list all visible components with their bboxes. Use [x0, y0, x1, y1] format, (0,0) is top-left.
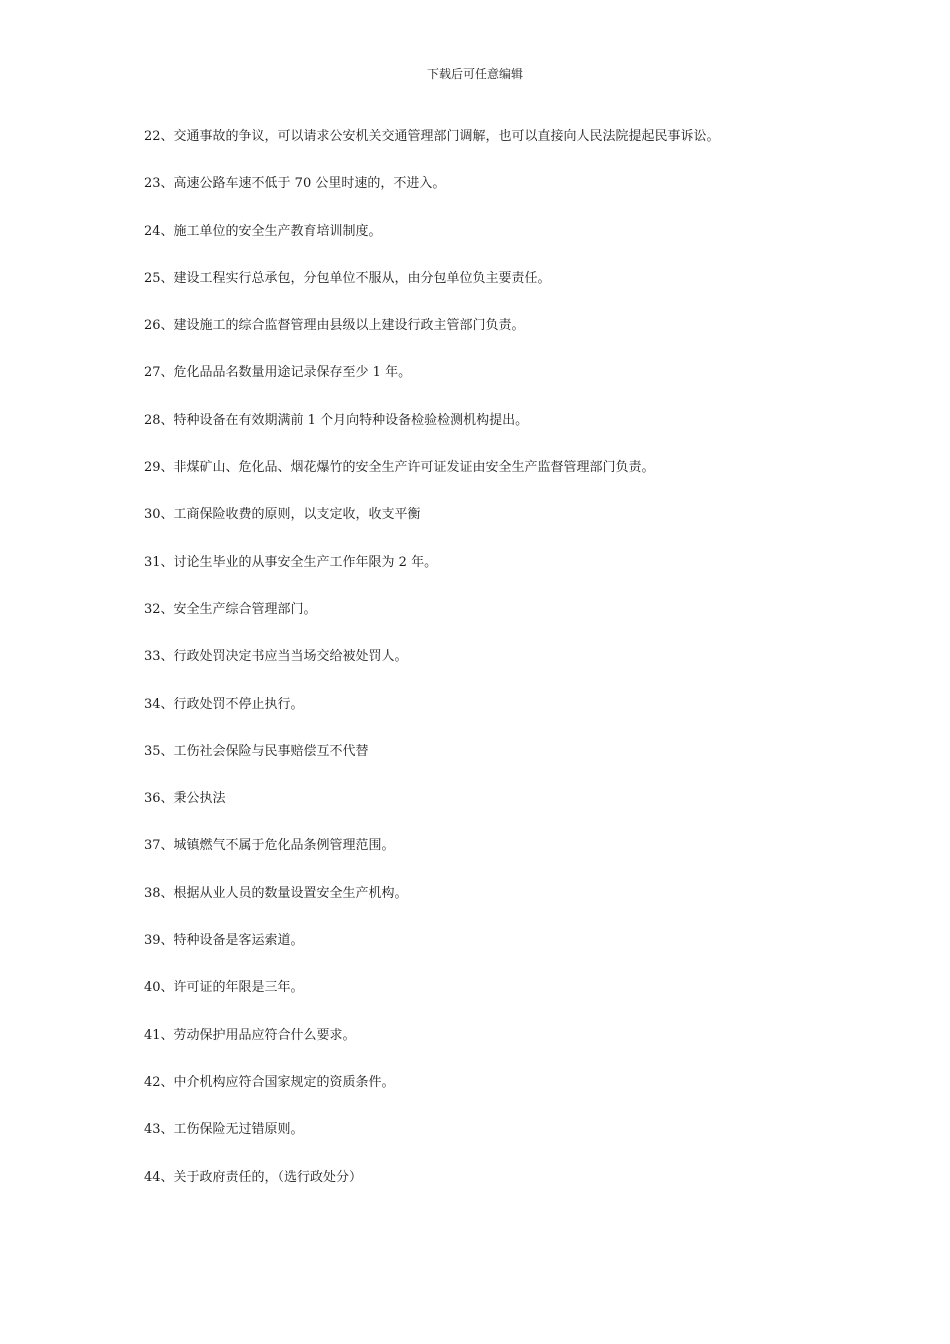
list-item: 31、讨论生毕业的从事安全生产工作年限为 2 年。 — [144, 554, 438, 570]
list-item: 24、施工单位的安全生产教育培训制度。 — [144, 223, 382, 239]
list-item: 27、危化品品名数量用途记录保存至少 1 年。 — [144, 365, 412, 381]
list-item: 38、根据从业人员的数量设置安全生产机构。 — [144, 885, 408, 901]
list-item: 42、中介机构应符合国家规定的资质条件。 — [144, 1074, 395, 1090]
list-item: 34、行政处罚不停止执行。 — [144, 696, 304, 712]
list-item: 28、特种设备在有效期满前 1 个月向特种设备检验检测机构提出。 — [144, 412, 529, 428]
list-item: 25、建设工程实行总承包，分包单位不服从，由分包单位负主要责任。 — [144, 270, 551, 286]
page-header: 下载后可任意编辑 — [426, 67, 523, 81]
list-item: 35、工伤社会保险与民事赔偿互不代替 — [144, 743, 369, 759]
list-item: 22、交通事故的争议，可以请求公安机关交通管理部门调解，也可以直接向人民法院提起民事诉讼。 — [144, 129, 720, 144]
list-item: 30、工商保险收费的原则，以支定收，收支平衡 — [144, 507, 421, 523]
list-item: 29、非煤矿山、危化品、烟花爆竹的安全生产许可证发证由安全生产监督管理部门负责。 — [144, 460, 655, 476]
list-item: 40、许可证的年限是三年。 — [144, 980, 304, 996]
list-item: 36、秉公执法 — [144, 791, 226, 807]
list-item: 44、关于政府责任的，（选行政处分） — [144, 1169, 363, 1185]
list-item: 23、高速公路车速不低于 70 公里时速的，不进入。 — [144, 176, 446, 192]
list-item: 33、行政处罚决定书应当当场交给被处罚人。 — [144, 649, 408, 665]
list-item: 32、安全生产综合管理部门。 — [144, 601, 317, 617]
list-item: 26、建设施工的综合监督管理由县级以上建设行政主管部门负责。 — [144, 318, 525, 334]
list-item: 41、劳动保护用品应符合什么要求。 — [144, 1027, 356, 1043]
item-list — [144, 127, 904, 1215]
list-item: 39、特种设备是客运索道。 — [144, 933, 304, 949]
list-item: 37、城镇燃气不属于危化品条例管理范围。 — [144, 838, 395, 854]
list-item: 43、工伤保险无过错原则。 — [144, 1122, 304, 1138]
